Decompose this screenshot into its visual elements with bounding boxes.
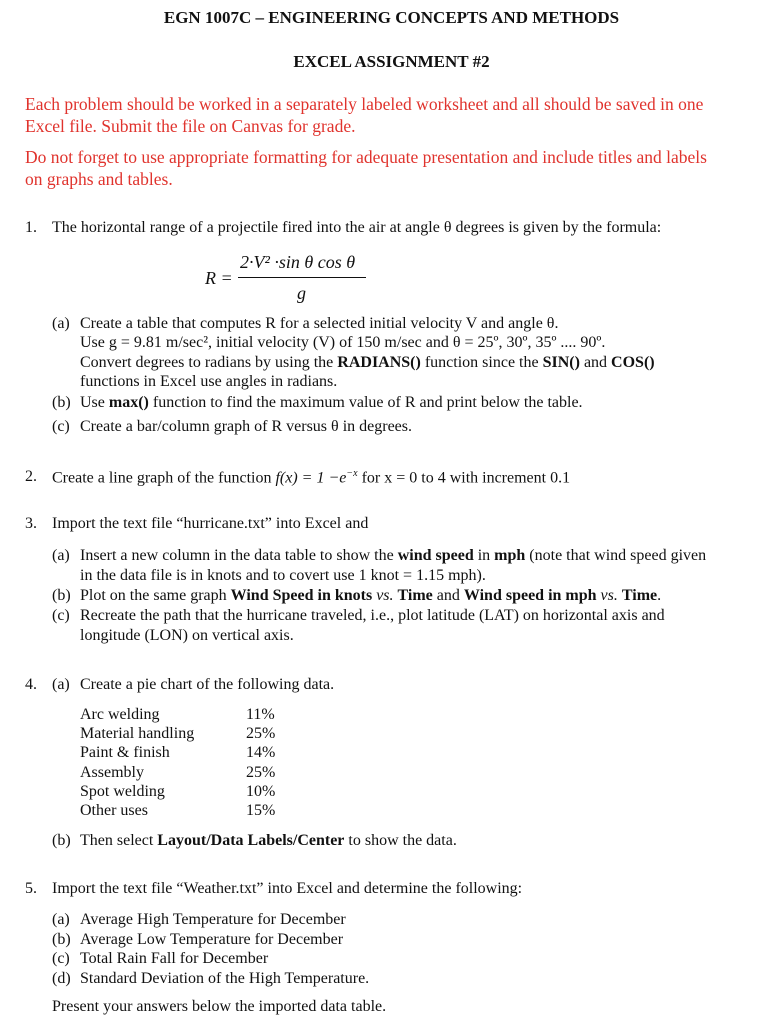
problem-2-number: 2. [25, 468, 37, 485]
wind-speed-term: wind speed [397, 547, 474, 564]
problem-5-footer: Present your answers below the imported data table. [52, 998, 387, 1015]
problem-5-number: 5. [25, 880, 37, 897]
problem-1b-pre: Use [80, 394, 109, 411]
problem-1a-line-1: Create a table that computes R for a selected initial velocity V and angle θ. [80, 315, 559, 332]
pie-data-value: 14% [246, 744, 276, 761]
problem-5-item-text: Standard Deviation of the High Temperature. [80, 970, 370, 987]
mph-term: mph [494, 547, 526, 564]
problem-1-text: The horizontal range of a projectile fired into the air at angle θ degrees is given by the formula: [52, 219, 662, 236]
problem-4b-text [80, 832, 457, 850]
problem-2-function: f(x) = 1 −e [275, 469, 347, 487]
problem-1a-label: (a) [52, 315, 70, 332]
problem-1b-label: (b) [52, 394, 71, 411]
pie-data-label: Spot welding [80, 783, 165, 800]
problem-2-post: for x = 0 to 4 with increment 0.1 [357, 469, 571, 487]
problem-1-number: 1. [25, 219, 37, 236]
problem-3b-text [80, 587, 661, 605]
assignment-title: EXCEL ASSIGNMENT #2 [293, 52, 490, 71]
pie-data-label: Paint & finish [80, 744, 170, 761]
problem-2-exponent: −x [346, 468, 358, 479]
problem-3c-label: (c) [52, 607, 70, 624]
max-function: max() [108, 394, 149, 411]
problem-3a-line-2: in the data file is in knots and to covert use 1 knot = 1.15 mph). [80, 567, 486, 584]
problem-1a-line-3 [80, 354, 655, 372]
problem-5-item-text: Average High Temperature for December [80, 911, 346, 928]
pie-data-value: 25% [246, 764, 276, 781]
problem-5-item-label: (d) [52, 970, 71, 987]
problem-3a-mid: in [473, 547, 495, 564]
problem-5-item-label: (a) [52, 911, 70, 928]
problem-3a-line-1 [80, 547, 706, 565]
time-term-2: Time [621, 587, 658, 604]
pie-data-label: Material handling [80, 725, 195, 742]
problem-1a-line-3-mid: function since the [420, 354, 543, 371]
problem-2-text [52, 468, 570, 487]
problem-1a-line-4: functions in Excel use angles in radians. [80, 373, 338, 390]
problem-3c-line-2: longitude (LON) on vertical axis. [80, 627, 294, 644]
pie-data-label: Assembly [80, 764, 144, 781]
instruction-line-1: Each problem should be worked in a separately labeled worksheet and all should be saved in one [25, 94, 704, 114]
problem-3b-label: (b) [52, 587, 71, 604]
instruction-line-4: on graphs and tables. [25, 169, 173, 189]
problem-1b-post: function to find the maximum value of R and print below the table. [148, 394, 583, 411]
problem-5-text: Import the text file “Weather.txt” into Excel and determine the following: [52, 880, 523, 897]
cos-function: COS() [611, 354, 655, 371]
problem-4b-post: to show the data. [344, 832, 457, 849]
pie-data-value: 25% [246, 725, 276, 742]
wind-speed-mph-term: Wind speed in mph [463, 587, 597, 604]
radians-function: RADIANS() [337, 354, 421, 371]
problem-4b-label: (b) [52, 832, 71, 849]
pie-data-label: Other uses [80, 802, 148, 819]
problem-5-item-label: (b) [52, 931, 71, 948]
problem-3-text: Import the text file “hurricane.txt” into Excel and [52, 515, 369, 532]
problem-4a-label: (a) [52, 676, 70, 693]
problem-1c-text: Create a bar/column graph of R versus θ in degrees. [80, 418, 412, 435]
problem-3b-and: and [432, 587, 464, 604]
problem-3a-post: (note that wind speed given [525, 547, 707, 564]
problem-1a-line-3-pre: Convert degrees to radians by using the [80, 354, 338, 371]
vs-1: vs. [372, 587, 398, 604]
problem-5-item-text: Total Rain Fall for December [80, 950, 269, 967]
problem-3c-line-1: Recreate the path that the hurricane traveled, i.e., plot latitude (LAT) on horizontal axis and [80, 607, 665, 624]
problem-3-number: 3. [25, 515, 37, 532]
problem-3b-pre: Plot on the same graph [80, 587, 231, 604]
problem-5-item-label: (c) [52, 950, 70, 967]
sin-function: SIN() [542, 354, 580, 371]
problem-3b-end: . [657, 587, 662, 604]
pie-data-value: 11% [246, 706, 275, 723]
instruction-line-2: Excel file. Submit the file on Canvas for grade. [25, 116, 356, 136]
time-term-1: Time [397, 587, 433, 604]
problem-5-item-text: Average Low Temperature for December [80, 931, 344, 948]
problem-3a-pre: Insert a new column in the data table to show the [80, 547, 398, 564]
pie-data-value: 10% [246, 783, 276, 800]
problem-2-pre: Create a line graph of the function [52, 469, 276, 487]
problem-1a-line-3-and: and [579, 354, 612, 371]
pie-data-label: Arc welding [80, 706, 160, 723]
instruction-line-3: Do not forget to use appropriate formatting for adequate presentation and include titles and labels [25, 147, 707, 167]
problem-1c-label: (c) [52, 418, 70, 435]
formula-lhs: R = [205, 268, 233, 288]
problem-4a-text: Create a pie chart of the following data. [80, 676, 335, 693]
pie-data-value: 15% [246, 802, 276, 819]
problem-1a-line-2: Use g = 9.81 m/sec², initial velocity (V) of 150 m/sec and θ = 25º, 30º, 35º .... 90º. [80, 334, 606, 351]
formula-fraction-bar [238, 277, 366, 278]
problem-4b-pre: Then select [80, 832, 158, 849]
formula-denominator: g [297, 283, 306, 303]
problem-4-number: 4. [25, 676, 37, 693]
vs-2: vs. [596, 587, 622, 604]
problem-1b-text [80, 394, 583, 412]
layout-data-labels-center: Layout/Data Labels/Center [157, 832, 345, 849]
wind-speed-knots-term: Wind Speed in knots [230, 587, 373, 604]
formula-numerator: 2·V² ·sin θ cos θ [240, 252, 356, 272]
problem-3a-label: (a) [52, 547, 70, 564]
course-title: EGN 1007C – ENGINEERING CONCEPTS AND METHODS [163, 8, 620, 27]
